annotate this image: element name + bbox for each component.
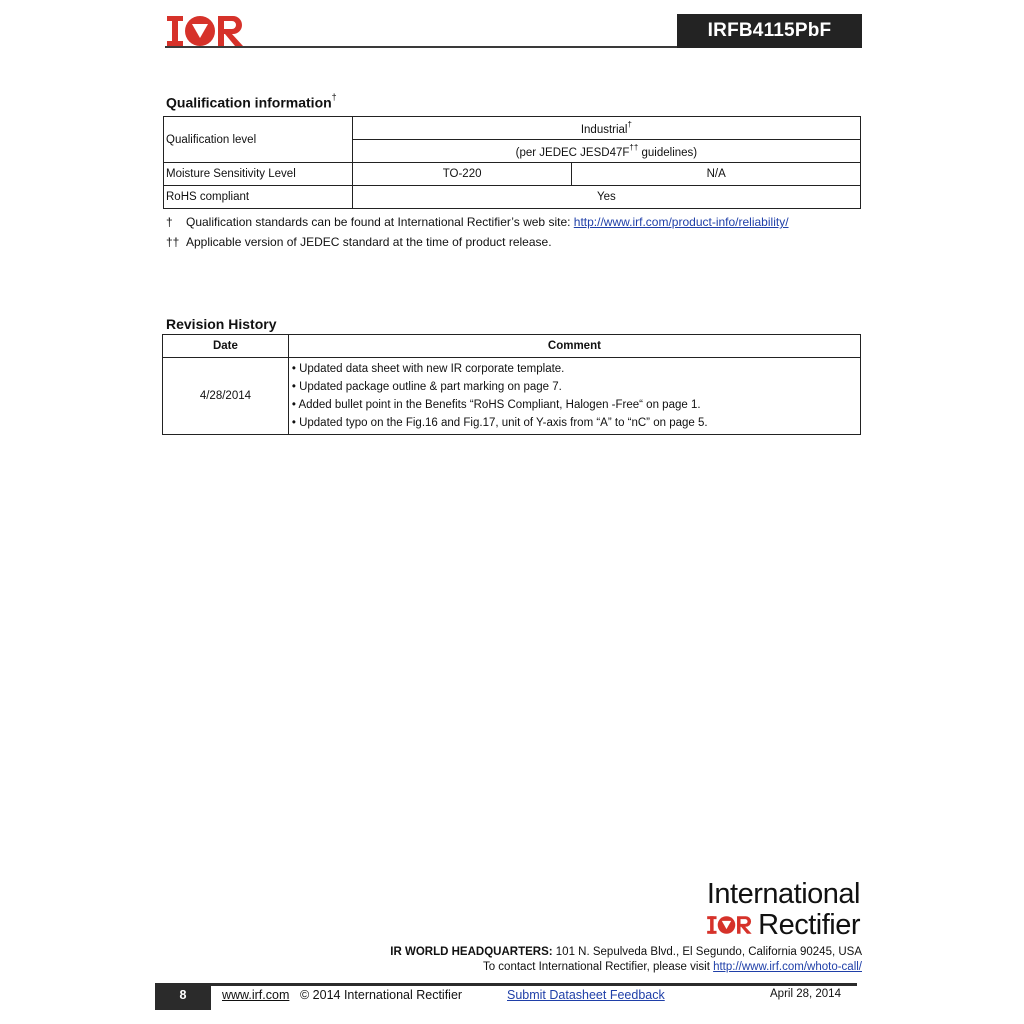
qualification-table (163, 116, 861, 209)
whoto-call-link[interactable]: http://www.irf.com/whoto-call/ (713, 961, 862, 973)
comment-header: Comment (288, 335, 860, 358)
reliability-link[interactable]: http://www.irf.com/product-info/reliability/ (573, 215, 789, 229)
qual-level-label: Qualification level (164, 117, 353, 163)
rohs-label: RoHS compliant (164, 186, 353, 209)
revision-table (162, 334, 861, 435)
msl-label: Moisture Sensitivity Level (164, 163, 353, 186)
international-rectifier-wordmark: International Rectifier (706, 878, 860, 941)
site-link[interactable]: www.irf.com (222, 988, 290, 1002)
revision-comments (288, 358, 860, 435)
date-header: Date (163, 335, 289, 358)
list-item: • Updated package outline & part marking on page 7. (291, 381, 562, 393)
list-item: • Updated typo on the Fig.16 and Fig.17, unit of Y-axis from “A” to “nC” on page 5. (291, 417, 708, 429)
part-number: IRFB4115PbF (677, 14, 862, 48)
qual-level-value: Industrial† (352, 117, 860, 140)
ir-logo-small (706, 915, 754, 935)
page-number: 8 (155, 983, 211, 1010)
footnote-1: † Qualification standards can be found at International Rectifier’s web site: http://www.irf.com/product-info/reliability/ (166, 215, 789, 229)
hq-info: IR WORLD HEADQUARTERS: 101 N. Sepulveda Blvd., El Segundo, California 90245, USA To contact International Rectifier, please visit http://www.irf.com/whoto-call/ (390, 946, 862, 973)
footnote-2: †† Applicable version of JEDEC standard at the time of product release. (166, 235, 552, 249)
table-row (163, 358, 861, 435)
list-item: • Added bullet point in the Benefits “RoHS Compliant, Halogen -Free“ on page 1. (291, 399, 701, 411)
revision-title: Revision History (166, 316, 277, 332)
qual-level-note: (per JEDEC JESD47F†† guidelines) (352, 140, 860, 163)
ir-logo (165, 14, 247, 48)
feedback-link[interactable]: Submit Datasheet Feedback (507, 988, 665, 1002)
msl-value: N/A (572, 163, 861, 186)
copyright: © 2014 International Rectifier (300, 988, 463, 1002)
footer-rule (155, 983, 857, 986)
list-item: • Updated data sheet with new IR corporate template. (291, 363, 565, 375)
rohs-value: Yes (352, 186, 860, 209)
qualification-title: Qualification information† (166, 92, 337, 111)
msl-package: TO-220 (352, 163, 572, 186)
footer-date: April 28, 2014 (770, 988, 841, 1000)
revision-date: 4/28/2014 (163, 358, 289, 435)
